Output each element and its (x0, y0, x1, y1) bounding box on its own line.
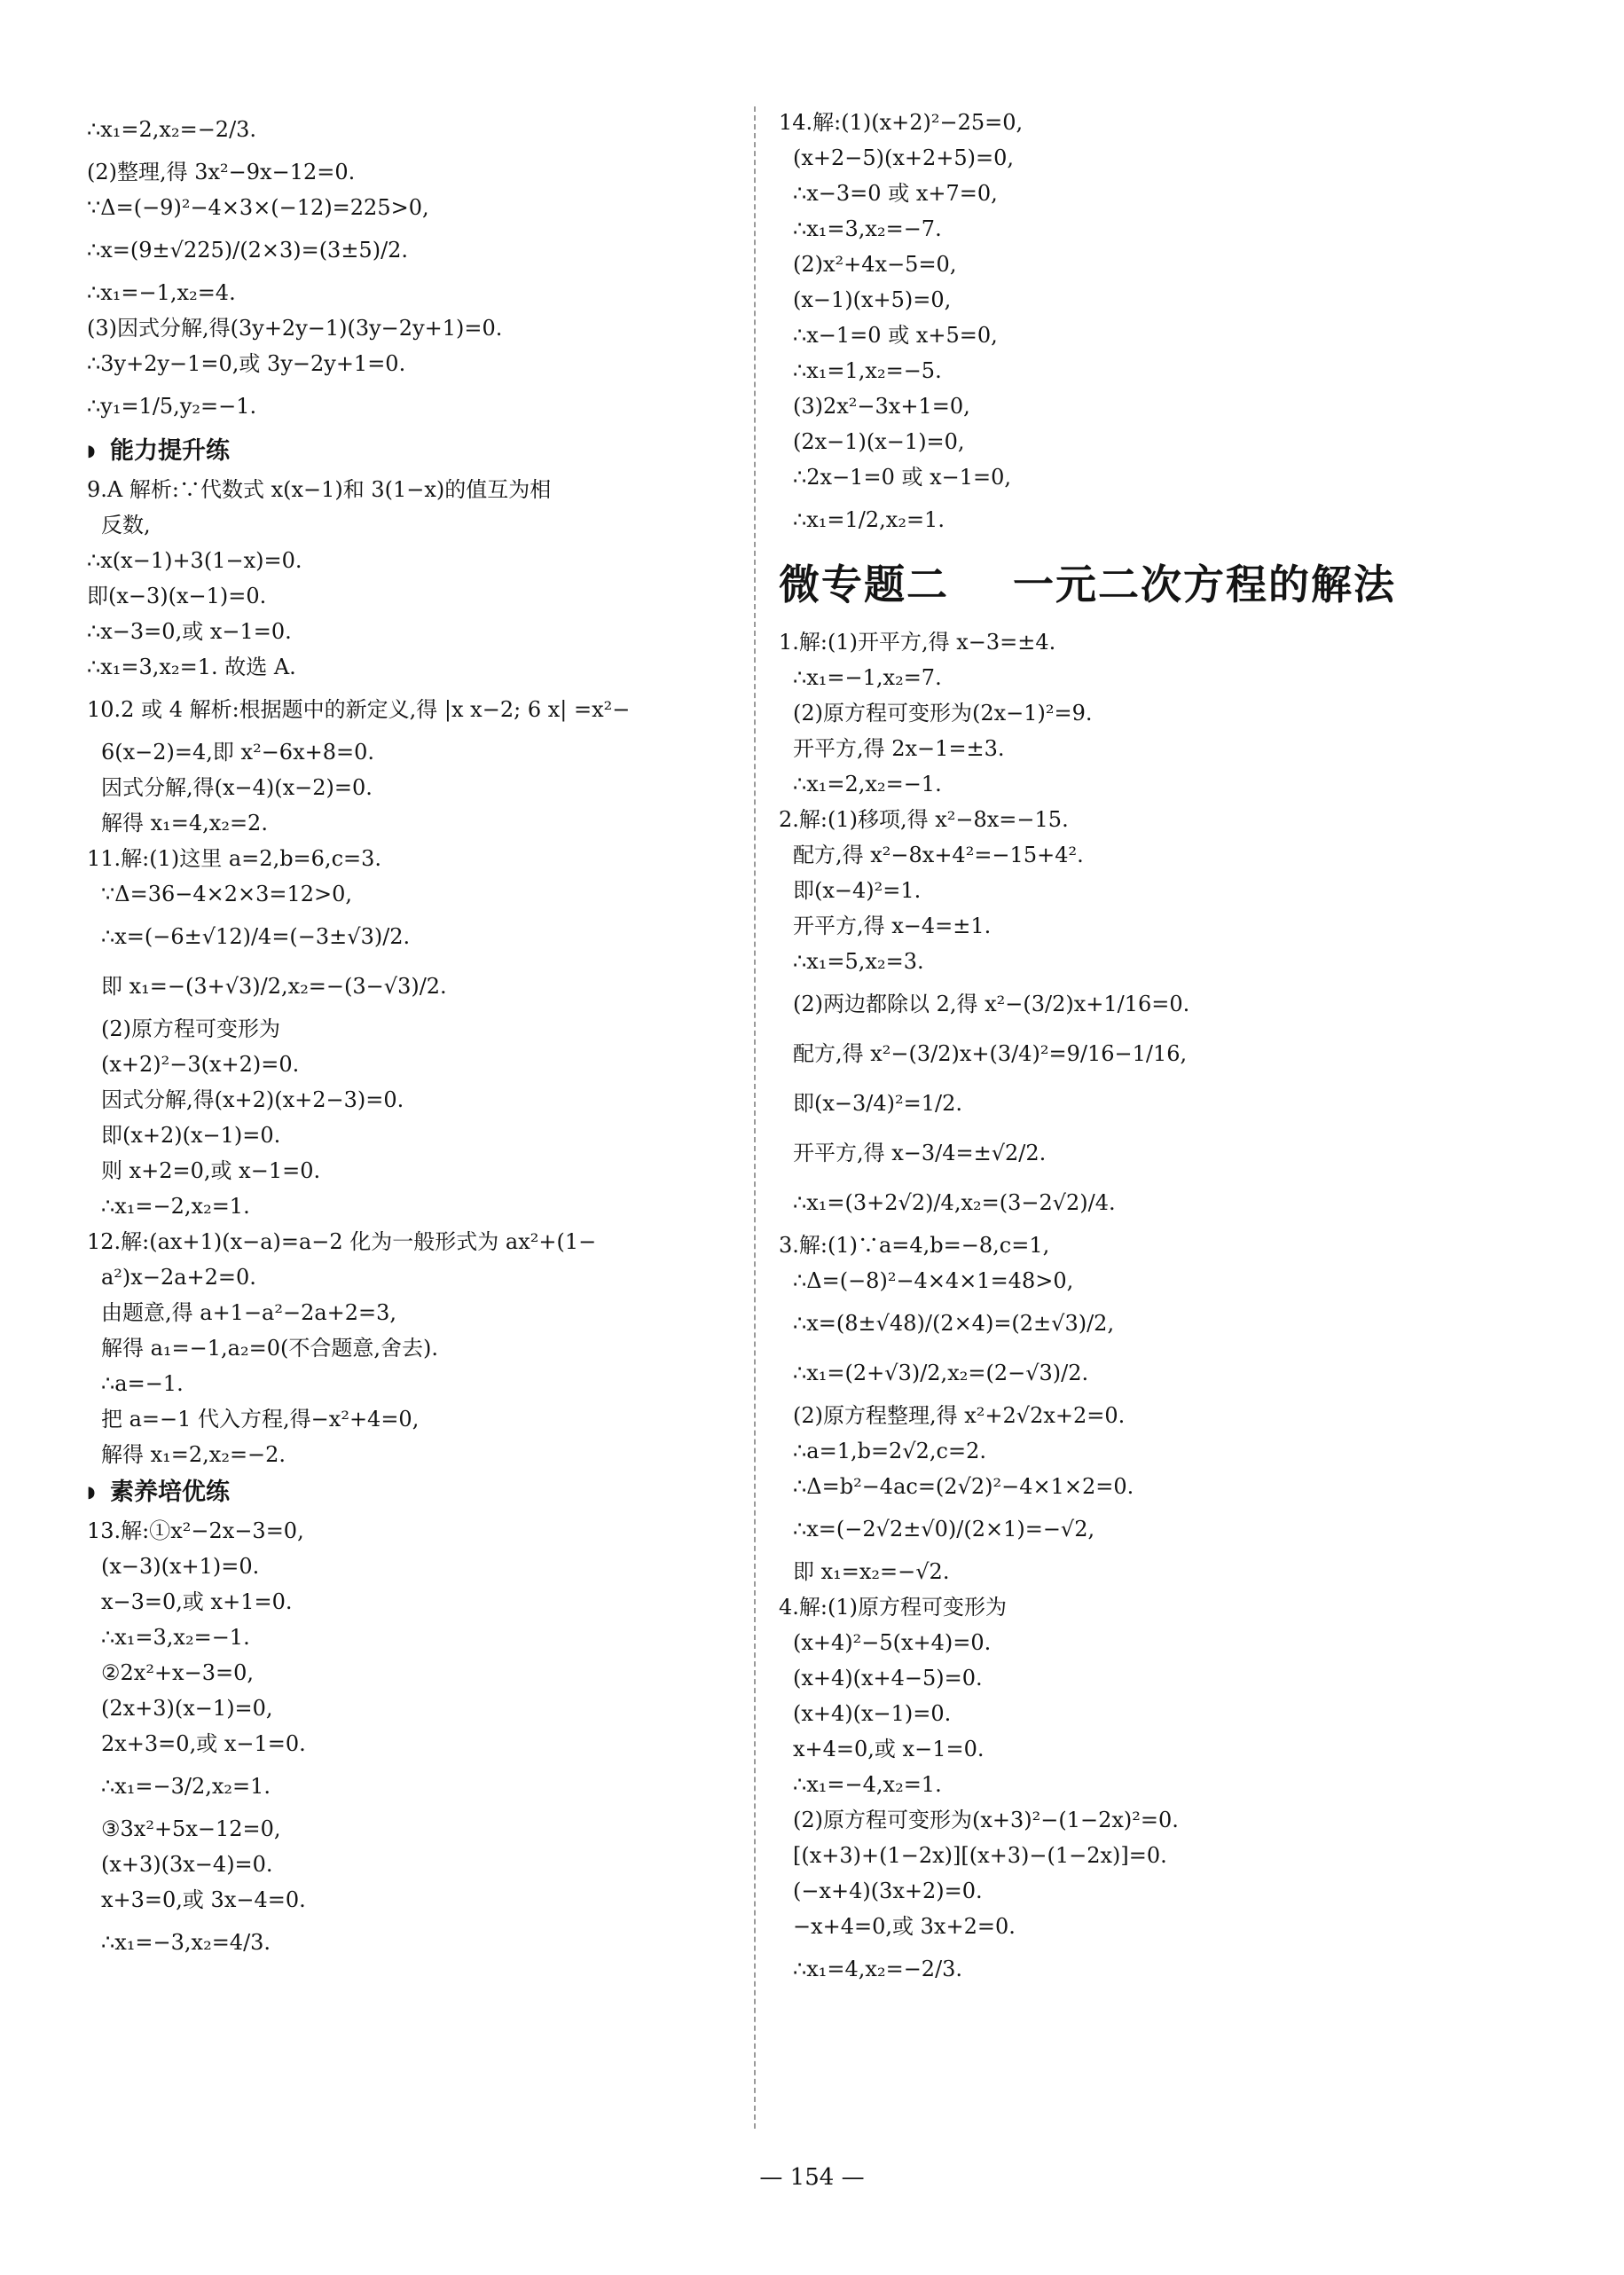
solution-line: ∴x₁=3,x₂=−7. (793, 216, 942, 241)
solution-line: a²)x−2a+2=0. (101, 1265, 256, 1290)
solution-line: ∴x₁=(2+√3)/2,x₂=(2−√3)/2. (793, 1361, 1089, 1385)
section-heading (87, 1472, 743, 1513)
solution-line: x−3=0,或 x+1=0. (101, 1589, 293, 1614)
solution-line: 9.A 解析:∵代数式 x(x−1)和 3(1−x)的值互为相 (87, 477, 552, 502)
solution-line: 即(x+2)(x−1)=0. (101, 1123, 281, 1148)
solution-line: −x+4=0,或 3x+2=0. (793, 1914, 1016, 1939)
solution-line: ∴x(x−1)+3(1−x)=0. (87, 548, 302, 573)
solution-line: ∴a=−1. (101, 1371, 184, 1396)
solution-line: 10.2 或 4 解析:根据题中的新定义,得 |x x−2; 6 x| =x²− (87, 697, 631, 722)
right-column (779, 105, 1435, 1994)
solution-line: (x+3)(3x−4)=0. (101, 1852, 273, 1877)
solution-line: ∴x=(−6±√12)/4=(−3±√3)/2. (101, 924, 411, 949)
solution-line: 则 x+2=0,或 x−1=0. (101, 1158, 321, 1183)
topic-title: 微专题二 一元二次方程的解法 (779, 561, 1397, 608)
solution-line: 由题意,得 a+1−a²−2a+2=3, (101, 1300, 397, 1325)
solution-line: 解得 x₁=4,x₂=2. (101, 811, 268, 835)
solution-line: 13.解:①x²−2x−3=0, (87, 1518, 304, 1543)
solution-line: (3)因式分解,得(3y+2y−1)(3y−2y+1)=0. (87, 316, 503, 341)
solution-line: (2x+3)(x−1)=0, (101, 1696, 273, 1721)
solution-line: (x+4)²−5(x+4)=0. (793, 1630, 992, 1655)
solution-line: ∴3y+2y−1=0,或 3y−2y+1=0. (87, 351, 406, 376)
solution-line: 4.解:(1)原方程可变形为 (779, 1595, 1007, 1620)
solution-line: 开平方,得 x−4=±1. (793, 914, 992, 938)
solution-line: ∴Δ=(−8)²−4×4×1=48>0, (793, 1268, 1074, 1293)
left-column (87, 105, 743, 1967)
solution-line: ∴x=(8±√48)/(2×4)=(2±√3)/2, (793, 1311, 1115, 1336)
solution-line: ∴x₁=1/2,x₂=1. (793, 507, 945, 532)
solution-line: 即(x−3/4)²=1/2. (793, 1091, 962, 1116)
solution-line: ∴x−1=0 或 x+5=0, (793, 323, 998, 348)
solution-line: 11.解:(1)这里 a=2,b=6,c=3. (87, 846, 382, 871)
solution-line: ∴x₁=−3/2,x₂=1. (101, 1774, 271, 1799)
section-title: 素养培优练 (110, 1479, 230, 1506)
solution-line: ∴x−3=0,或 x−1=0. (87, 619, 292, 644)
solution-line: ∴x₁=−2,x₂=1. (101, 1194, 250, 1219)
solution-line: 开平方,得 x−3/4=±√2/2. (793, 1141, 1047, 1165)
solution-line: 14.解:(1)(x+2)²−25=0, (779, 110, 1024, 135)
solution-line: ∵Δ=36−4×2×3=12>0, (101, 882, 353, 906)
solution-line: x+3=0,或 3x−4=0. (101, 1887, 306, 1912)
page-number: — 154 — (759, 2164, 865, 2191)
solution-line: (3)2x²−3x+1=0, (793, 394, 970, 419)
solution-line: 3.解:(1)∵a=4,b=−8,c=1, (779, 1233, 1050, 1258)
solution-line: ②2x²+x−3=0, (101, 1660, 254, 1685)
solution-line: 解得 a₁=−1,a₂=0(不合题意,舍去). (101, 1336, 438, 1361)
solution-line: x+4=0,或 x−1=0. (793, 1737, 985, 1761)
solution-line: ∴x=(9±√225)/(2×3)=(3±5)/2. (87, 238, 409, 263)
solution-line: 配方,得 x²−(3/2)x+(3/4)²=9/16−1/16, (793, 1041, 1188, 1066)
solution-line: (x+4)(x+4−5)=0. (793, 1666, 983, 1691)
solution-line: 即 x₁=−(3+√3)/2,x₂=−(3−√3)/2. (101, 974, 447, 999)
section-title: 能力提升练 (110, 437, 230, 465)
solution-line: ∴x₁=2,x₂=−2/3. (87, 117, 257, 142)
solution-line: 配方,得 x²−8x+4²=−15+4². (793, 843, 1084, 867)
solution-line: (2x−1)(x−1)=0, (793, 429, 965, 454)
solution-line: 把 a=−1 代入方程,得−x²+4=0, (101, 1407, 420, 1432)
solution-line: (2)原方程整理,得 x²+2√2x+2=0. (793, 1403, 1126, 1428)
solution-line: 12.解:(ax+1)(x−a)=a−2 化为一般形式为 ax²+(1− (87, 1229, 597, 1254)
solution-line: 6(x−2)=4,即 x²−6x+8=0. (101, 740, 375, 765)
solution-line: ∴2x−1=0 或 x−1=0, (793, 465, 1012, 490)
solution-line: (2)原方程可变形为(2x−1)²=9. (793, 701, 1093, 726)
solution-line: ∴x₁=5,x₂=3. (793, 949, 924, 974)
solution-line: (x+4)(x−1)=0. (793, 1701, 952, 1726)
section-marker-icon: ◗ (87, 1483, 96, 1502)
solution-line: ∴x₁=1,x₂=−5. (793, 358, 942, 383)
solution-line: (2)整理,得 3x²−9x−12=0. (87, 160, 356, 184)
solution-line: ∴x₁=−1,x₂=4. (87, 280, 236, 305)
solution-line: 2x+3=0,或 x−1=0. (101, 1731, 306, 1756)
solution-line: (2)原方程可变形为 (101, 1016, 280, 1041)
solution-line: (x−3)(x+1)=0. (101, 1554, 260, 1579)
solution-line: 因式分解,得(x−4)(x−2)=0. (101, 775, 373, 800)
solution-line: 即(x−3)(x−1)=0. (87, 584, 267, 608)
column-divider (754, 106, 756, 2129)
solution-line: ∴x₁=2,x₂=−1. (793, 772, 942, 796)
solution-line: 解得 x₁=2,x₂=−2. (101, 1442, 286, 1467)
solution-line: 反数, (101, 513, 151, 537)
solution-line: ∴x₁=−1,x₂=7. (793, 665, 942, 690)
solution-line: (2)x²+4x−5=0, (793, 252, 957, 277)
solution-line: ∴x−3=0 或 x+7=0, (793, 181, 998, 206)
solution-line: (x+2)²−3(x+2)=0. (101, 1052, 300, 1077)
solution-line: (2)两边都除以 2,得 x²−(3/2)x+1/16=0. (793, 992, 1190, 1016)
solution-line: (x−1)(x+5)=0, (793, 287, 952, 312)
solution-line: [(x+3)+(1−2x)][(x+3)−(1−2x)]=0. (793, 1843, 1167, 1868)
solution-line: 2.解:(1)移项,得 x²−8x=−15. (779, 807, 1069, 832)
solution-line: ∴x₁=3,x₂=−1. (101, 1625, 250, 1650)
section-marker-icon: ◗ (87, 442, 96, 460)
solution-line: ∴x=(−2√2±√0)/(2×1)=−√2, (793, 1517, 1095, 1542)
solution-line: 因式分解,得(x+2)(x+2−3)=0. (101, 1087, 404, 1112)
solution-line: 即 x₁=x₂=−√2. (793, 1559, 950, 1584)
solution-line: 1.解:(1)开平方,得 x−3=±4. (779, 630, 1056, 655)
solution-line: (x+2−5)(x+2+5)=0, (793, 145, 1015, 170)
solution-line: (−x+4)(3x+2)=0. (793, 1879, 983, 1903)
section-heading (87, 431, 743, 472)
solution-line: 开平方,得 2x−1=±3. (793, 736, 1005, 761)
solution-line: ∴Δ=b²−4ac=(2√2)²−4×1×2=0. (793, 1474, 1134, 1499)
solution-line: ∴x₁=3,x₂=1. 故选 A. (87, 655, 296, 679)
solution-line: ∴x₁=(3+2√2)/4,x₂=(3−2√2)/4. (793, 1190, 1116, 1215)
solution-line: ∴y₁=1/5,y₂=−1. (87, 394, 257, 419)
solution-line: ③3x²+5x−12=0, (101, 1816, 281, 1841)
solution-line: ∴x₁=4,x₂=−2/3. (793, 1957, 963, 1981)
solution-line: (2)原方程可变形为(x+3)²−(1−2x)²=0. (793, 1808, 1179, 1832)
solution-line: ∴x₁=−3,x₂=4/3. (101, 1930, 271, 1955)
solution-line: ∴x₁=−4,x₂=1. (793, 1772, 942, 1797)
solution-line: ∴a=1,b=2√2,c=2. (793, 1439, 986, 1463)
solution-line: 即(x−4)²=1. (793, 878, 922, 903)
solution-line: ∵Δ=(−9)²−4×3×(−12)=225>0, (87, 195, 429, 220)
